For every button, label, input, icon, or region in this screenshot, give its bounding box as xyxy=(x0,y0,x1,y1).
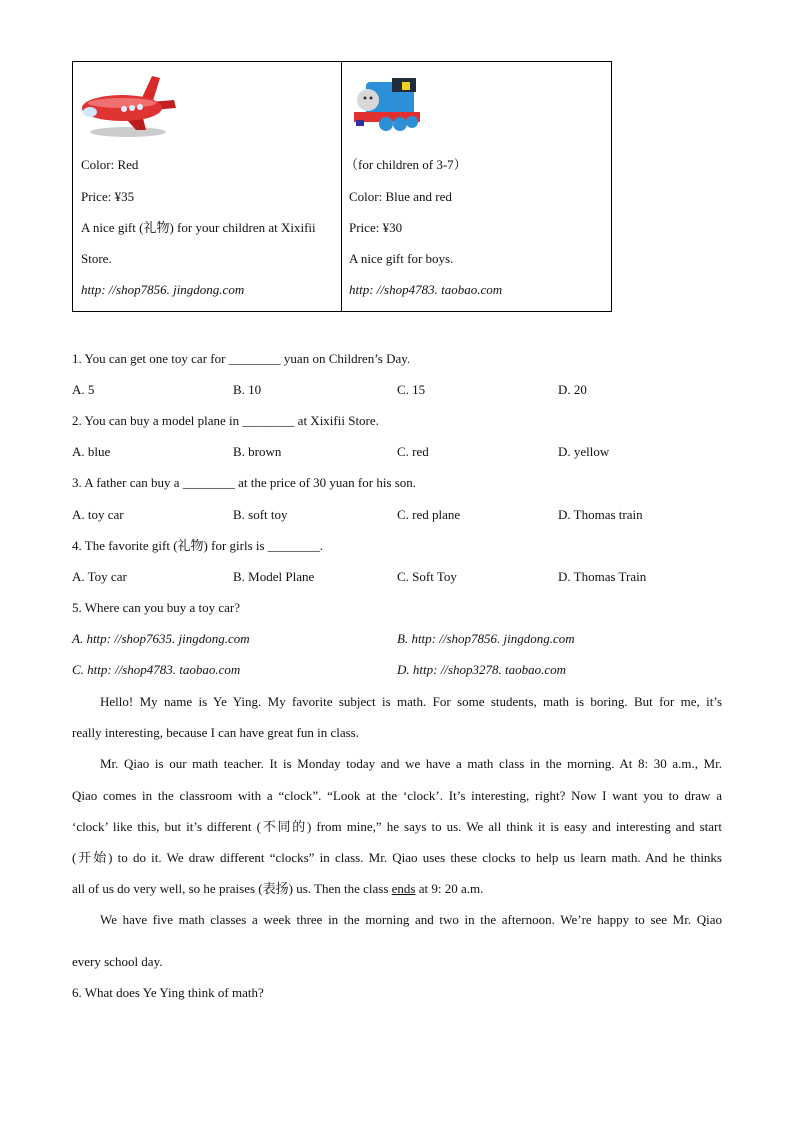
option: D. Thomas Train xyxy=(558,569,647,584)
question-6: 6. What does Ye Ying think of math? xyxy=(72,985,264,1000)
train-url: http: //shop4783. taobao.com xyxy=(349,282,503,297)
text: all of us do very well, so he praises (表扬) us. Then the class xyxy=(72,881,392,896)
train-age: （for children of 3-7） xyxy=(345,157,467,172)
toy-plane-image xyxy=(80,72,180,140)
option: A. http: //shop7635. jingdong.com xyxy=(72,631,250,646)
train-color: Color: Blue and red xyxy=(349,189,452,204)
passage-line: We have five math classes a week three in the morning and two in the afternoon. We’re happy to see Mr. Qiao xyxy=(100,912,722,927)
option: B. Model Plane xyxy=(233,569,315,584)
question-5: 5. Where can you buy a toy car? xyxy=(72,600,240,615)
option: C. http: //shop4783. taobao.com xyxy=(72,662,241,677)
option: D. yellow xyxy=(558,444,610,459)
plane-description: A nice gift (礼物) for your children at Xixifii xyxy=(81,220,316,235)
toy-train-image xyxy=(350,74,425,140)
passage-line: every school day. xyxy=(72,954,163,969)
question-1: 1. You can get one toy car for ________ yuan on Children’s Day. xyxy=(72,351,411,366)
passage-line: really interesting, because I can have great fun in class. xyxy=(72,725,359,740)
option: D. http: //shop3278. taobao.com xyxy=(397,662,566,677)
option: C. red xyxy=(397,444,429,459)
option: D. Thomas train xyxy=(558,507,643,522)
text: at 9: 20 a.m. xyxy=(415,881,484,896)
train-price: Price: ¥30 xyxy=(349,220,403,235)
option: A. 5 xyxy=(72,382,95,397)
option: A. Toy car xyxy=(72,569,127,584)
option: B. 10 xyxy=(233,382,262,397)
plane-color: Color: Red xyxy=(81,157,139,172)
underlined-word: ends xyxy=(391,881,416,896)
option: C. 15 xyxy=(397,382,426,397)
plane-url: http: //shop7856. jingdong.com xyxy=(81,282,245,297)
passage-line: ‘clock’ like this, but it’s different (不同的) from mine,” he says to us. We all think it is easy and interesting and start xyxy=(72,819,722,834)
plane-price: Price: ¥35 xyxy=(81,189,135,204)
plane-description-cont: Store. xyxy=(81,251,112,266)
passage-line: Hello! My name is Ye Ying. My favorite subject is math. For some students, math is boring. But for me, it’s xyxy=(100,694,722,709)
train-description: A nice gift for boys. xyxy=(349,251,454,266)
option: D. 20 xyxy=(558,382,587,397)
option: B. soft toy xyxy=(233,507,288,522)
question-2: 2. You can buy a model plane in ________ at Xixifii Store. xyxy=(72,413,379,428)
passage-line: (开始) to do it. We draw different “clocks” in class. Mr. Qiao uses these clocks to help us learn math. And he thinks xyxy=(72,850,722,865)
option: A. toy car xyxy=(72,507,124,522)
table-divider xyxy=(341,61,342,312)
passage-line: Mr. Qiao is our math teacher. It is Monday today and we have a math class in the morning. At 8: 30 a.m., Mr. xyxy=(100,756,722,771)
option: B. brown xyxy=(233,444,282,459)
question-4: 4. The favorite gift (礼物) for girls is ________. xyxy=(72,538,324,553)
passage-line xyxy=(72,881,722,897)
option: C. red plane xyxy=(397,507,461,522)
passage-line: Qiao comes in the classroom with a “clock”. “Look at the ‘clock’. It’s interesting, right? Now I want you to draw a xyxy=(72,788,722,803)
option: B. http: //shop7856. jingdong.com xyxy=(397,631,575,646)
option: A. blue xyxy=(72,444,111,459)
question-3: 3. A father can buy a ________ at the price of 30 yuan for his son. xyxy=(72,475,417,490)
option: C. Soft Toy xyxy=(397,569,457,584)
